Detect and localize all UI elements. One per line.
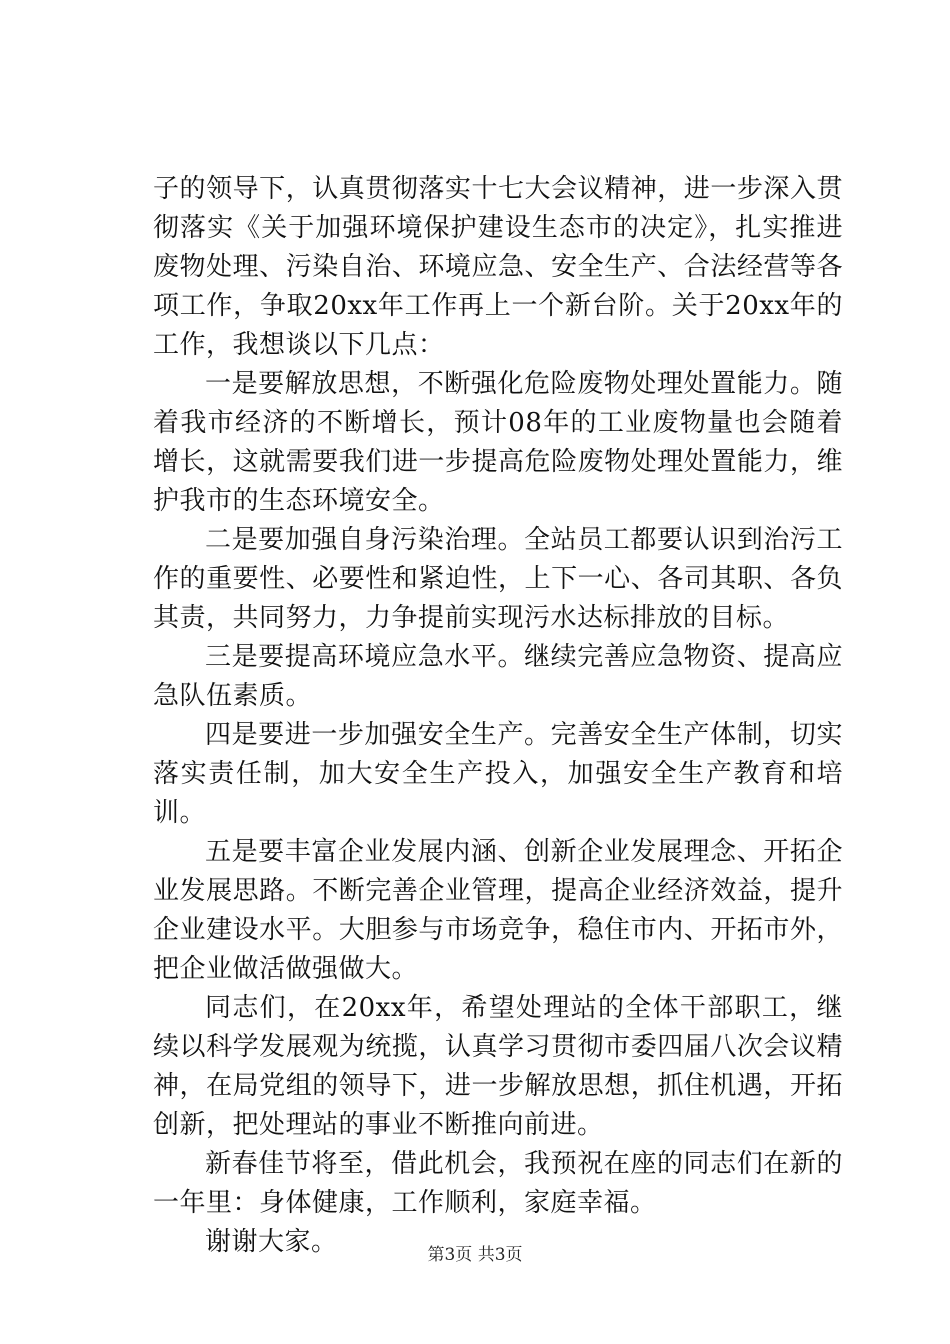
paragraph-new-year-wishes: 新春佳节将至，借此机会，我预祝在座的同志们在新的一年里：身体健康，工作顺利，家庭幸福。	[153, 1149, 843, 1218]
document-body	[153, 170, 843, 1262]
paragraph-thanks: 谢谢大家。	[205, 1227, 338, 1257]
page-number-footer: 第3页 共3页	[427, 1245, 523, 1265]
paragraph-point-two: 二是要加强自身污染治理。全站员工都要认识到治污工作的重要性、必要性和紧迫性，上下一心、各司其职、各负其责，共同努力，力争提前实现污水达标排放的目标。	[153, 525, 843, 633]
paragraph-comrades: 同志们，在20xx年，希望处理站的全体干部职工，继续以科学发展观为统揽，认真学习贯彻市委四届八次会议精神，在局党组的领导下，进一步解放思想，抓住机遇，开拓创新，把处理站的事业不断推向前进。	[153, 993, 843, 1140]
paragraph-point-three: 三是要提高环境应急水平。继续完善应急物资、提高应急队伍素质。	[153, 642, 843, 711]
paragraph-point-five: 五是要丰富企业发展内涵、创新企业发展理念、开拓企业发展思路。不断完善企业管理，提高企业经济效益，提升企业建设水平。大胆参与市场竞争，稳住市内、开拓市外，把企业做活做强做大。	[153, 837, 843, 984]
paragraph-point-four: 四是要进一步加强安全生产。完善安全生产体制，切实落实责任制，加大安全生产投入，加强安全生产教育和培训。	[153, 720, 843, 828]
paragraph-continuation: 子的领导下，认真贯彻落实十七大会议精神，进一步深入贯彻落实《关于加强环境保护建设生态市的决定》，扎实推进废物处理、污染自治、环境应急、安全生产、合法经营等各项工作，争取20xx年工作再上一个新台阶。关于20xx年的工作，我想谈以下几点：	[153, 174, 843, 360]
paragraph-point-one: 一是要解放思想，不断强化危险废物处理处置能力。随着我市经济的不断增长，预计08年的工业废物量也会随着增长，这就需要我们进一步提高危险废物处理处置能力，维护我市的生态环境安全。	[153, 369, 843, 516]
